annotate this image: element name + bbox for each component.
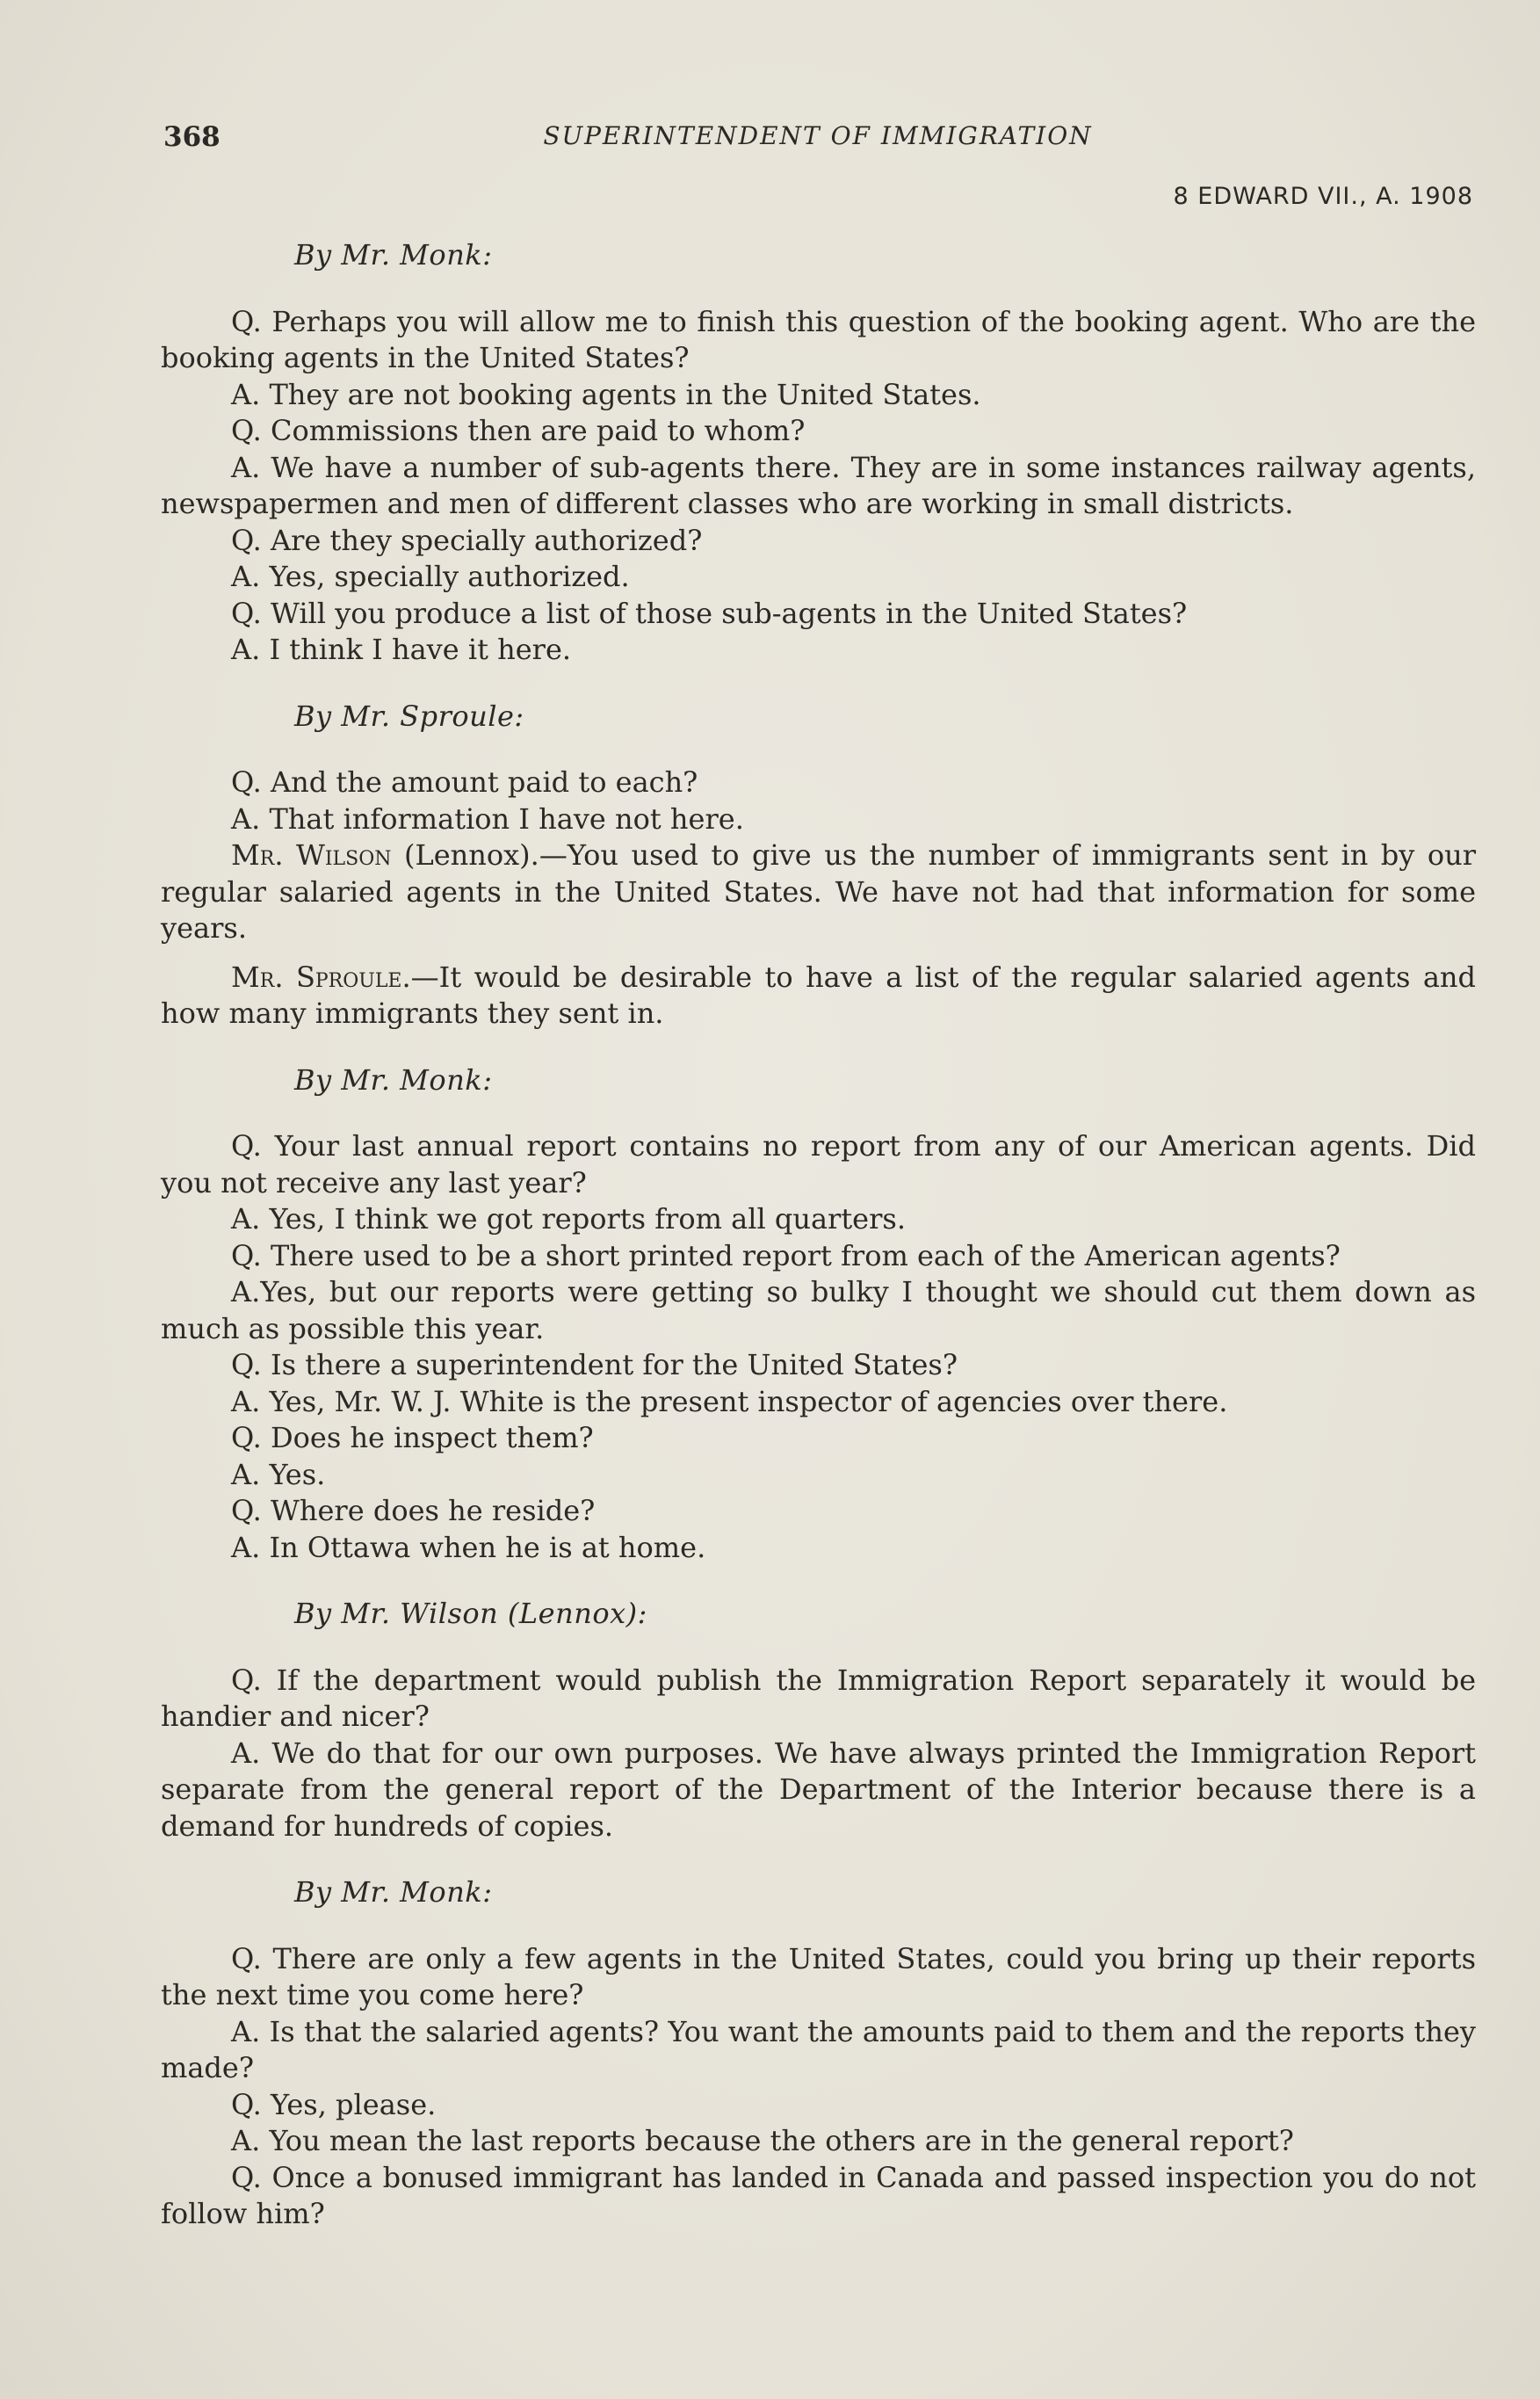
remark: [161, 837, 1476, 947]
question: Q. Does he inspect them?: [231, 1421, 594, 1454]
question: Q. Will you produce a list of those sub-agents in the United States?: [231, 596, 1188, 630]
answer: A.Yes, but our reports were getting so bulky I thought we should cut them down as much as possible this year.: [161, 1275, 1476, 1345]
answer: A. Yes.: [231, 1457, 326, 1491]
answer: A. Yes, specially authorized.: [231, 560, 630, 593]
answer: A. That information I have not here.: [231, 801, 744, 836]
answer: A. Yes, I think we got reports from all quarters.: [231, 1202, 906, 1236]
question: Q. Commissions then are paid to whom?: [231, 414, 806, 447]
question: Q. There are only a few agents in the United States, could you bring up their reports the next time you come here?: [161, 1941, 1476, 2011]
answer: A. In Ottawa when he is at home.: [231, 1530, 706, 1564]
page-number: 368: [163, 121, 221, 153]
answer: A. Is that the salaried agents? You want the amounts paid to them and the reports they made?: [161, 2014, 1476, 2084]
testimony-body: [161, 237, 1476, 2233]
speaker-heading: By Mr. Sproule:: [294, 699, 524, 733]
answer: A. They are not booking agents in the United States.: [231, 377, 981, 411]
speaker-heading: By Mr. Wilson (Lennox):: [294, 1597, 647, 1630]
question: Q. Are they specially authorized?: [231, 523, 703, 557]
speaker-heading: By Mr. Monk:: [294, 1062, 493, 1097]
answer: A. Yes, Mr. W. J. White is the present inspector of agencies over there.: [231, 1384, 1228, 1418]
question: Q. If the department would publish the Immigration Report separately it would be handier and nicer?: [161, 1663, 1476, 1733]
question: Q. There used to be a short printed report from each of the American agents?: [231, 1238, 1341, 1272]
question: Q. Is there a superintendent for the United States?: [231, 1348, 958, 1381]
speaker-heading: By Mr. Monk:: [294, 1875, 493, 1909]
question: Q. Once a bonused immigrant has landed in Canada and passed inspection you do not follow him?: [161, 2160, 1476, 2230]
remark-speaker: Mr. Wilson: [231, 838, 392, 872]
question: Q. And the amount paid to each?: [231, 765, 698, 799]
question: Q. Yes, please.: [231, 2087, 437, 2121]
question: Q. Perhaps you will allow me to finish this question of the booking agent. Who are the booking agents in the United States?: [161, 304, 1476, 374]
remark-speaker: Mr. Sproule: [231, 960, 402, 994]
answer: A. We have a number of sub-agents there. They are in some instances railway agents, newspapermen and men of different classes who are working in small districts.: [161, 450, 1476, 520]
speaker-heading: By Mr. Monk:: [294, 238, 493, 272]
question: Q. Where does he reside?: [231, 1494, 596, 1527]
remark: [161, 960, 1476, 1033]
remark-text: .—It would be desirable to have a list of the regular salaried agents and how many immigrants they sent in.: [161, 960, 1477, 1030]
session-designation: 8 EDWARD VII., A. 1908: [1173, 183, 1473, 210]
page-header: [163, 121, 1472, 156]
running-head: SUPERINTENDENT OF IMMIGRATION: [543, 121, 1093, 150]
answer: A. I think I have it here.: [231, 633, 572, 666]
answer: A. You mean the last reports because the others are in the general report?: [231, 2124, 1294, 2157]
question: Q. Your last annual report contains no report from any of our American agents. Did you not receive any last year?: [161, 1129, 1476, 1200]
answer: A. We do that for our own purposes. We have always printed the Immigration Report separate from the general report of the Department of the Interior because there is a demand for hundreds of copies.: [161, 1736, 1476, 1843]
remark-text: (Lennox).—You used to give us the number of immigrants sent in by our regular salaried agents in the United States. We have not had that information for some years.: [161, 838, 1476, 945]
